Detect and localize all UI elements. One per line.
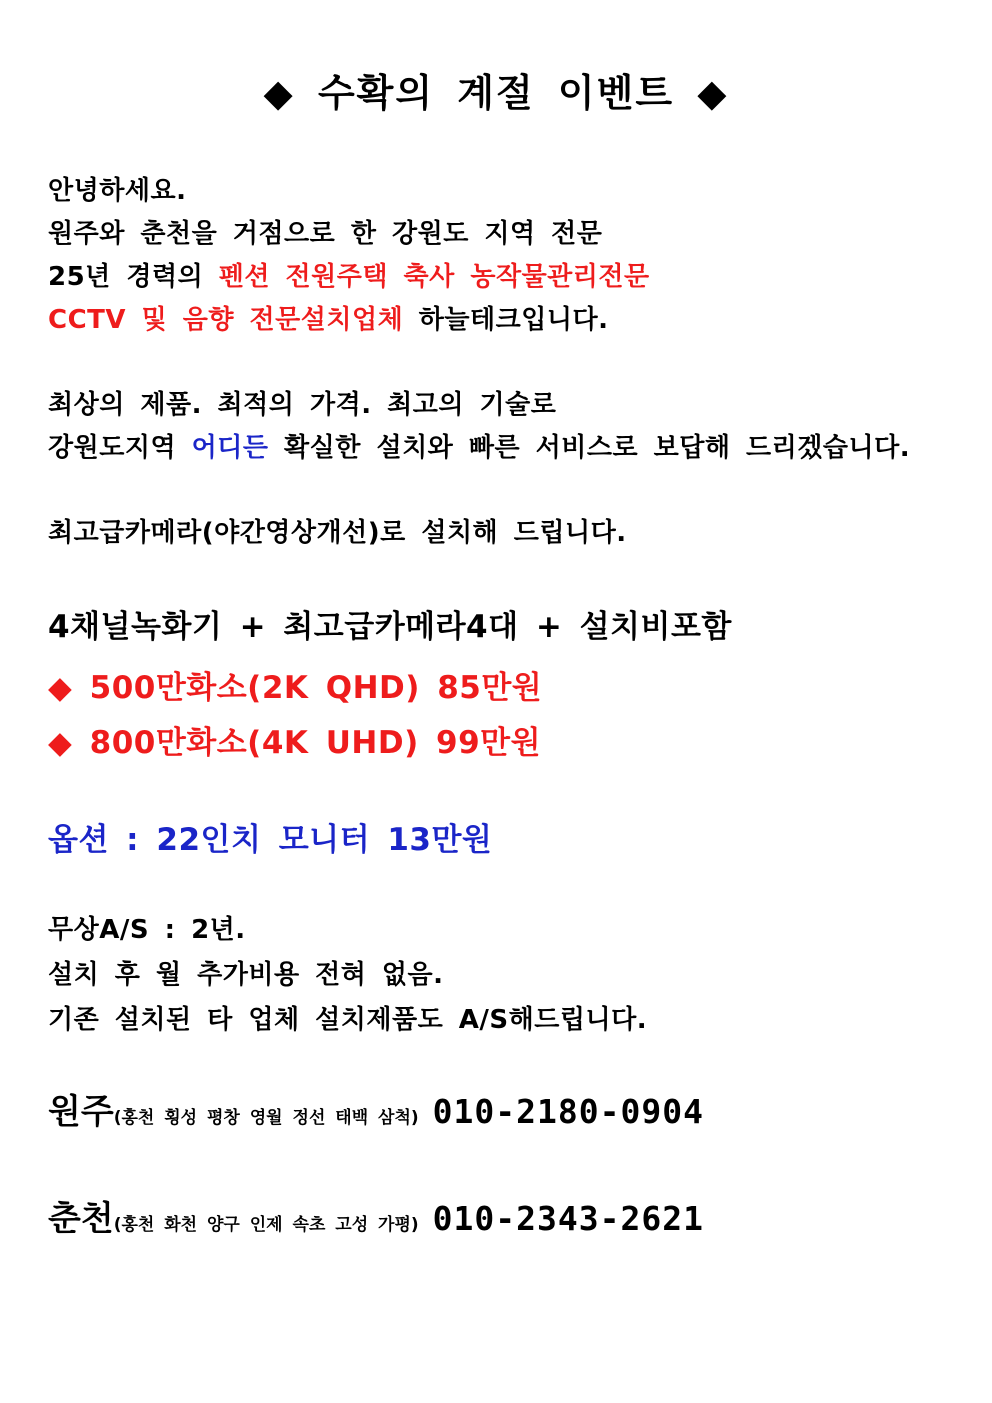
monitor-option: 옵션 : 22인치 모니터 13만원 — [48, 822, 493, 858]
greeting-line: 안녕하세요. — [48, 176, 187, 206]
intro-company-line — [48, 299, 608, 336]
no-monthly-fee: 설치 후 월 추가비용 전혀 없음. — [48, 960, 444, 990]
contact-areas: (홍천 화천 양구 인제 속초 고성 가평) — [113, 1215, 419, 1235]
contact-phone: 010-2180-0904 — [432, 1092, 704, 1131]
event-title: ◆ 수확의 계절 이벤트 ◆ — [263, 71, 729, 115]
offer-5mp: ◆ 500만화소(2K QHD) 85만원 — [48, 670, 543, 706]
service-highlight: CCTV 및 음향 전문설치업체 — [48, 305, 404, 335]
warranty-period: 무상A/S : 2년. — [48, 915, 246, 945]
specialty-highlight: 펜션 전원주택 축사 농작물관리전문 — [218, 262, 650, 292]
contact-wonju — [48, 1084, 704, 1133]
package-headline: 4채널녹화기 + 최고급카메라4대 + 설치비포함 — [48, 609, 732, 645]
camera-note: 최고급카메라(야간영상개선)로 설치해 드립니다. — [48, 518, 627, 548]
intro-experience-line — [48, 256, 650, 293]
company-name-text: 하늘테크입니다. — [403, 305, 609, 335]
contact-region: 춘천 — [48, 1199, 114, 1239]
experience-text: 25년 경력의 — [48, 262, 219, 292]
intro-region-line: 원주와 춘천을 거점으로 한 강원도 지역 전문 — [48, 219, 603, 249]
contact-phone: 010-2343-2621 — [432, 1199, 704, 1238]
service-area-suffix: 확실한 설치와 빠른 서비스로 보답해 드리겠습니다. — [268, 433, 911, 463]
service-area-prefix: 강원도지역 — [48, 433, 192, 463]
contact-region: 원주 — [48, 1092, 114, 1132]
other-vendor-as: 기존 설치된 타 업체 설치제품도 A/S해드립니다. — [48, 1005, 648, 1035]
offer-8mp: ◆ 800만화소(4K UHD) 99만원 — [48, 725, 542, 761]
anywhere-highlight: 어디든 — [191, 433, 269, 463]
contact-chuncheon — [48, 1191, 704, 1240]
promise-line: 최상의 제품. 최적의 가격. 최고의 기술로 — [48, 390, 557, 420]
contact-areas: (홍천 횡성 평창 영월 정선 태백 삼척) — [113, 1108, 419, 1128]
service-area-line — [48, 427, 910, 464]
